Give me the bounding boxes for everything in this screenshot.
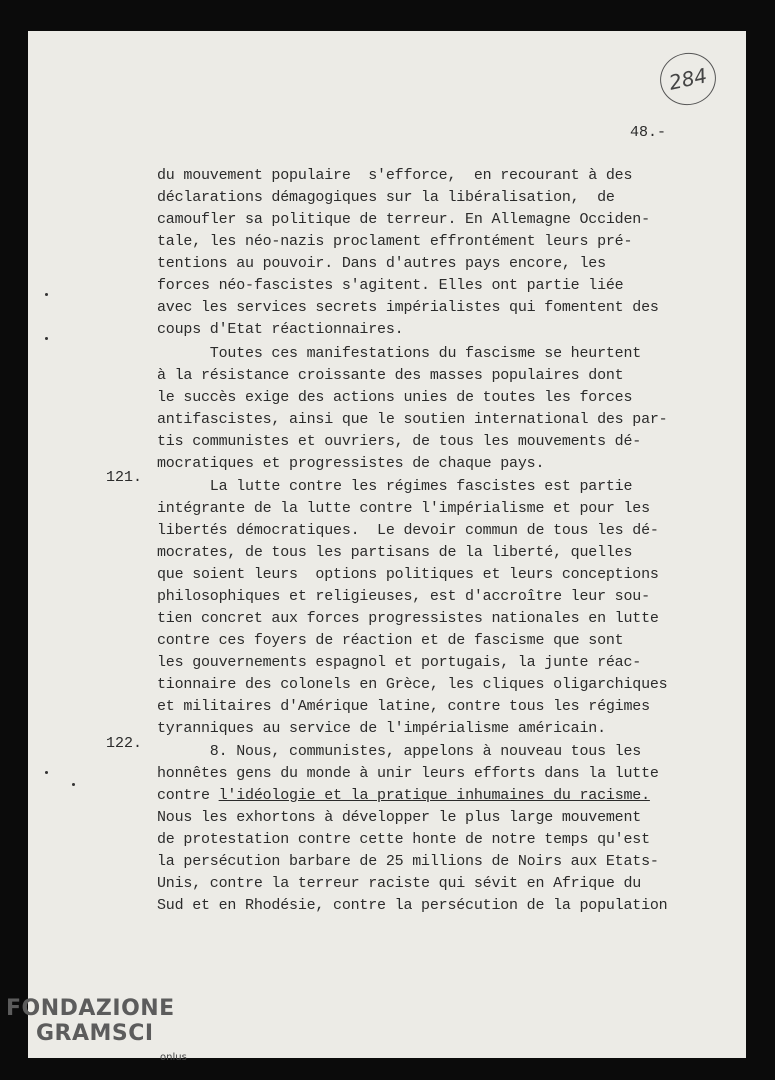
text-line: forces néo-fascistes s'agitent. Elles ont partie liée <box>157 277 624 294</box>
punch-mark <box>45 337 48 340</box>
text-line: Unis, contre la terreur raciste qui sévit en Afrique du <box>157 875 642 892</box>
text-line: tien concret aux forces progressistes nationales en lutte <box>157 610 659 627</box>
paragraph-number-122: 122. <box>106 735 143 752</box>
text-line: tis communistes et ouvriers, de tous les mouvements dé- <box>157 433 642 450</box>
text-line: Nous les exhortons à développer le plus large mouvement <box>157 809 642 826</box>
fondazione-gramsci-watermark: FONDAZIONE GRAMSCI <box>6 996 175 1046</box>
text-line: libertés démocratiques. Le devoir commun de tous les dé- <box>157 522 659 539</box>
text-line: de protestation contre cette honte de notre temps qu'est <box>157 831 650 848</box>
text-line: mocratiques et progressistes de chaque pays. <box>157 455 545 472</box>
text-line: camoufler sa politique de terreur. En Allemagne Occiden- <box>157 211 650 228</box>
paragraph-number-121: 121. <box>106 469 143 486</box>
text-line: tale, les néo-nazis proclament effrontément leurs pré- <box>157 233 633 250</box>
archive-stamp: 284 <box>655 48 721 111</box>
document-page <box>28 31 746 1058</box>
text-line: tentions au pouvoir. Dans d'autres pays encore, les <box>157 255 606 272</box>
text-line: coups d'Etat réactionnaires. <box>157 321 404 338</box>
text-line: déclarations démagogiques sur la libéralisation, de <box>157 189 615 206</box>
text-line: tionnaire des colonels en Grèce, les cliques oligarchiques <box>157 676 668 693</box>
text-line: La lutte contre les régimes fascistes est partie <box>157 478 633 495</box>
text-line: antifascistes, ainsi que le soutien international des par- <box>157 411 668 428</box>
text-line: intégrante de la lutte contre l'impérialisme et pour les <box>157 500 650 517</box>
text-line: 8. Nous, communistes, appelons à nouveau tous les <box>157 743 642 760</box>
text-line: Sud et en Rhodésie, contre la persécution de la population <box>157 897 668 914</box>
text-line: avec les services secrets impérialistes qui fomentent des <box>157 299 659 316</box>
text-line: que soient leurs options politiques et leurs conceptions <box>157 566 659 583</box>
text-line: tyranniques au service de l'impérialisme américain. <box>157 720 606 737</box>
text-line: contre ces foyers de réaction et de fascisme que sont <box>157 632 624 649</box>
text-line: le succès exige des actions unies de toutes les forces <box>157 389 633 406</box>
text-line: mocrates, de tous les partisans de la liberté, quelles <box>157 544 633 561</box>
text-line: et militaires d'Amérique latine, contre tous les régimes <box>157 698 650 715</box>
page-number: 48.- <box>630 124 667 141</box>
punch-mark <box>45 771 48 774</box>
text-line: à la résistance croissante des masses populaires dont <box>157 367 624 384</box>
text-line: la persécution barbare de 25 millions de Noirs aux Etats- <box>157 853 659 870</box>
text-line: honnêtes gens du monde à unir leurs efforts dans la lutte <box>157 765 659 782</box>
watermark-subtitle: onlus <box>160 1052 187 1063</box>
text-line: les gouvernements espagnol et portugais, la junte réac- <box>157 654 642 671</box>
punch-mark <box>45 293 48 296</box>
text-line: contre l'idéologie et la pratique inhumaines du racisme. <box>157 787 650 804</box>
text-line: Toutes ces manifestations du fascisme se heurtent <box>157 345 642 362</box>
text-line: philosophiques et religieuses, est d'accroître leur sou- <box>157 588 650 605</box>
text-line: du mouvement populaire s'efforce, en recourant à des <box>157 167 633 184</box>
underlined-phrase: l'idéologie et la pratique inhumaines du racisme. <box>218 787 650 804</box>
punch-mark <box>72 783 75 786</box>
